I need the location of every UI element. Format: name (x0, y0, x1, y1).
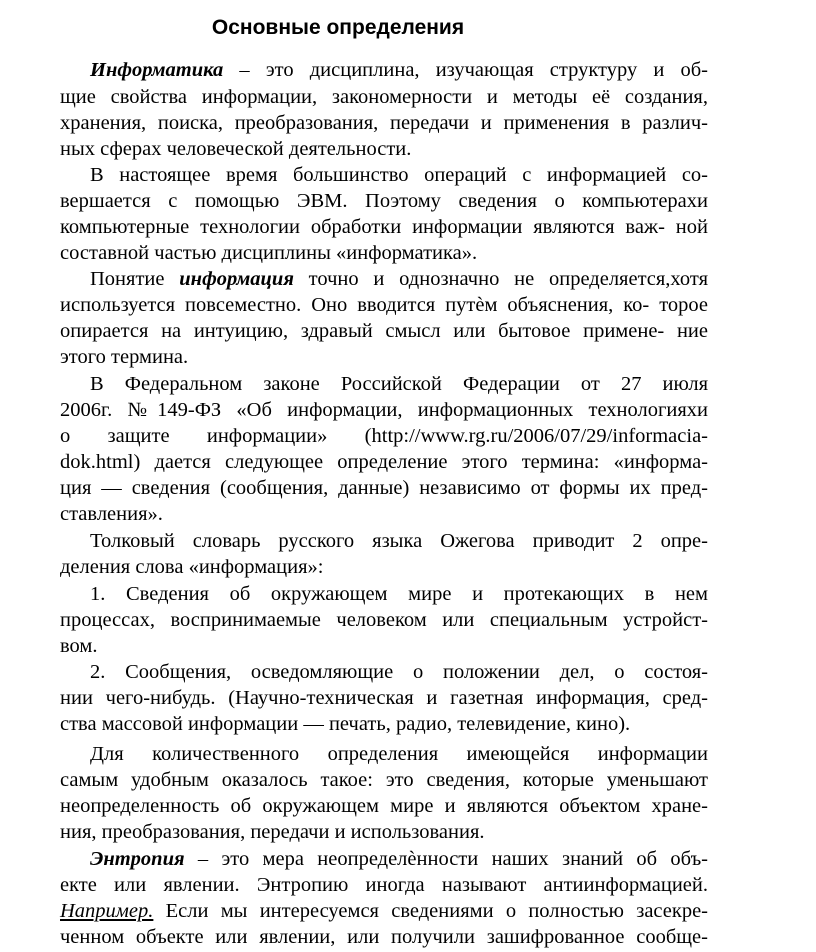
text-line: неопределенность об окружающем мире и являются объектом хране- (60, 795, 708, 817)
text-line: В Федеральном законе Российской Федерации от 27 июля (90, 373, 708, 395)
text-line: Толковый словарь русского языка Ожегова приводит 2 опре- (90, 530, 708, 552)
example-label: Например. (60, 900, 154, 922)
page-title: Основные определения (211, 16, 465, 39)
text-span: – это дисциплина, изучающая структуру и об- (223, 59, 708, 81)
list-item-1: 1. Сведения об окружающем мире и протекающих в нем (90, 583, 708, 605)
text-line: вом. (60, 635, 98, 657)
text-line (90, 846, 708, 872)
text-line: щие свойства информации, закономерности и методы её создания, (60, 86, 708, 108)
text-line: ченном объекте или явлении, или получили зашифрованное сообще- (60, 926, 708, 948)
term-informatsiya: информация (179, 268, 294, 290)
text-line: о защите информации» (http://www.rg.ru/2006/07/29/informacia- (60, 425, 708, 447)
text-line: составной частью дисциплины «информатика». (60, 242, 478, 264)
text-line: деления слова «информация»: (60, 556, 324, 578)
text-line: вершается с помощью ЭВМ. Поэтому сведения о компьютерахи (60, 190, 708, 212)
text-line: этого термина. (60, 346, 189, 368)
term-entropiya: Энтропия (90, 848, 185, 870)
text-span: Понятие (90, 268, 180, 290)
text-span: точно и однозначно не определяется,хотя (293, 268, 709, 290)
text-line: ставления». (60, 503, 163, 525)
text-line: dok.html) дается следующее определение этого термина: «информа- (60, 451, 708, 473)
text-line: хранения, поиска, преобразования, передачи и применения в различ- (60, 112, 708, 134)
text-line: нии чего-нибудь. (Научно-техническая и газетная информация, сред- (60, 687, 708, 709)
text-line: компьютерные технологии обработки информации являются важ- ной (60, 216, 708, 238)
text-line: 2006г. №149-ФЗ «Об информации, информационных технологияхи (60, 399, 708, 421)
text-line: ства массовой информации — печать, радио, телевидение, кино). (60, 713, 631, 735)
text-line: Для количественного определения имеющейся информации (90, 743, 708, 765)
text-line: ния, преобразования, передачи и использования. (60, 821, 485, 843)
text-line: ных сферах человеческой деятельности. (60, 138, 412, 160)
term-informatika: Информатика (90, 59, 224, 81)
text-span: Если мы интересуемся сведениями о полностью засекре- (153, 900, 708, 922)
text-span: – это мера неопределѐнности наших знаний об объ- (184, 848, 708, 870)
text-line (90, 57, 708, 83)
text-line: используется повсеместно. Оно вводится путѐм объяснения, ко- торое (60, 294, 708, 316)
text-line: опирается на интуицию, здравый смысл или бытовое примене- ние (60, 320, 708, 342)
text-line: самым удобным оказалось такое: это сведения, которые уменьшают (60, 769, 708, 791)
text-line: екте или явлении. Энтропию иногда называют антиинформацией. (60, 874, 708, 896)
text-line: В настоящее время большинство операций с информацией со- (90, 164, 708, 186)
list-item-2: 2. Сообщения, осведомляющие о положении дел, о состоя- (90, 661, 708, 683)
text-line (60, 898, 708, 924)
text-line: процессах, воспринимаемые человеком или специальным устройст- (60, 609, 708, 631)
text-line: ция — сведения (сообщения, данные) независимо от формы их пред- (60, 477, 708, 499)
text-line (90, 266, 708, 292)
